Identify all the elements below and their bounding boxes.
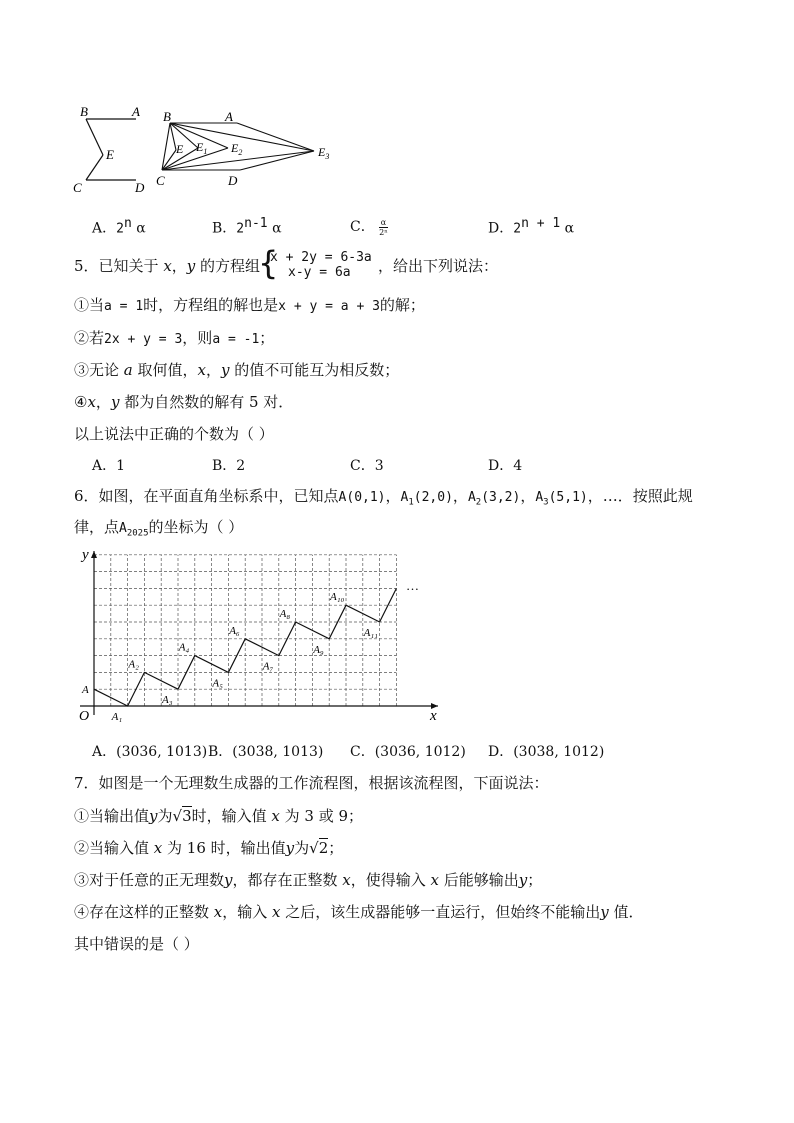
label-E2: $E_2$ [231, 141, 243, 157]
text: ③无论 [74, 361, 124, 379]
label-B-left: B [80, 104, 88, 119]
segment-be [86, 119, 103, 155]
segment-a-e3 [237, 123, 314, 151]
point-labels [81, 591, 378, 723]
var-x: x [271, 807, 280, 825]
var-x: x [87, 393, 96, 411]
axes [80, 551, 438, 715]
option-alpha: α [564, 220, 575, 237]
text: ④ [74, 393, 88, 411]
text: ； [259, 329, 275, 347]
var-x: x [342, 871, 351, 889]
q6-option-b: B．(3038, 1013) [208, 744, 324, 760]
point-subscript: 3 [543, 497, 549, 508]
q5-stem-tail: ，给出下列说法： [378, 257, 499, 275]
q7-stem: 7．如图是一个无理数生成器的工作流程图，根据该流程图，下面说法： [74, 774, 549, 792]
text: 时，输入值 [191, 807, 272, 825]
radicand: 3 [182, 807, 192, 825]
label-A-left: A [132, 104, 140, 119]
point-a0: A(0,1) [338, 490, 386, 505]
q5-stem [74, 255, 260, 276]
var-x: x [213, 903, 223, 921]
point-letter: A [535, 490, 544, 505]
option-label: A． [92, 220, 117, 237]
q5-option-a: A．1 [92, 458, 126, 474]
text: ②若 [74, 329, 105, 347]
q5-question: 以上说法中正确的个数为（ ） [74, 425, 274, 443]
text: ，都存在正整数 [232, 871, 343, 889]
point-a3 [535, 490, 588, 508]
math: a = -1 [212, 332, 260, 347]
text: 之后，该生成器能够一直运行，但始终不能输出 [280, 903, 601, 921]
label-E-left: E [106, 147, 114, 162]
var-y: y [285, 839, 295, 857]
text: 取何值， [132, 361, 198, 379]
var-y: y [600, 903, 609, 921]
y-axis-label: y [82, 547, 89, 563]
text: ②当输入值 [74, 839, 154, 857]
point-letter: A [467, 490, 476, 505]
point-label: A₃ [162, 694, 173, 707]
option-base: 2 [236, 221, 245, 237]
text: 6．如图，在平面直角坐标系中，已知点 [74, 487, 339, 505]
segment-b-e3 [170, 123, 314, 151]
var-y: y [518, 871, 528, 889]
radicand: 2 [318, 839, 329, 857]
q6-option-a: A．(3036, 1013) [92, 744, 208, 760]
q4-option-a [92, 216, 146, 238]
q6-option-c: C．(3036, 1012) [350, 744, 466, 760]
point-coords: (3,2) [481, 490, 521, 505]
q4-option-d [488, 216, 574, 238]
text: ，使得输入 [350, 871, 431, 889]
point-label: A₉ [313, 643, 324, 656]
math: a = 1 [104, 299, 144, 314]
text: 为 16 时，输出值 [162, 839, 286, 857]
label-B-right: B [163, 109, 171, 124]
q5-option-b: B．2 [212, 458, 246, 474]
q7-statement-1 [74, 805, 363, 826]
label-D-right: D [228, 173, 238, 188]
text: 为 [157, 807, 173, 825]
point-label: A₅ [212, 677, 223, 690]
q5-statement-4 [74, 391, 293, 412]
option-label: B． [212, 220, 237, 237]
q5-statement-1 [74, 294, 425, 315]
var-a: a [123, 361, 133, 379]
label-E-right: E [176, 142, 184, 156]
q5-statement-2 [74, 327, 274, 348]
origin-label: O [79, 709, 90, 724]
var-x: x [197, 361, 206, 379]
point-subscript: 1 [408, 497, 414, 508]
text: ，输入 [222, 903, 273, 921]
var-y: y [221, 361, 230, 379]
sqrt-sign: √ [309, 839, 319, 857]
text: ③对于任意的正无理数 [74, 871, 225, 889]
label-C-right: C [156, 173, 165, 188]
var-x: x [163, 257, 172, 275]
var-x: x [153, 839, 163, 857]
q6-option-d: D．(3038, 1012) [488, 744, 605, 760]
segment-c-e2 [162, 148, 228, 170]
text: ， [95, 393, 111, 411]
segment-bc-right [162, 123, 170, 170]
point-label: A₄ [178, 641, 190, 654]
text: 5．已知关于 [74, 257, 164, 275]
text: ， [171, 257, 187, 275]
point-coords: (2,0) [413, 490, 453, 505]
text: 值． [608, 903, 644, 921]
option-label: D． [488, 220, 514, 237]
text: 时，方程组的解也是 [143, 296, 279, 314]
sqrt-sign: √ [172, 807, 183, 825]
var-y: y [224, 871, 233, 889]
text: ④存在这样的正整数 [74, 903, 214, 921]
text: ， [205, 361, 221, 379]
q7-question: 其中错误的是（ ） [74, 935, 199, 953]
q6-stem-line2 [74, 516, 243, 539]
text: 后能够输出 [439, 871, 519, 889]
option-base: 2 [116, 221, 124, 237]
var-y: y [110, 393, 120, 411]
text: 为 [294, 839, 310, 857]
math: 2x + y = 3 [104, 332, 183, 347]
text: 的坐标为（ ） [148, 518, 244, 536]
q7-statement-4 [74, 901, 644, 922]
q7-statement-2 [74, 837, 343, 858]
option-exp: n [123, 216, 132, 231]
math: x + y = a + 3 [278, 299, 380, 314]
text: ①当输出值 [74, 807, 150, 825]
point-label: A₁₀ [330, 591, 345, 604]
point-label: A₂ [128, 658, 139, 671]
point-a2025 [119, 521, 149, 539]
ellipsis: … [406, 578, 419, 593]
text: 为 3 或 9； [279, 807, 364, 825]
text: 的方程组 [195, 257, 261, 275]
q7-statement-3 [74, 869, 542, 890]
label-E3: $E_3$ [318, 145, 330, 161]
label-D-left: D [135, 180, 145, 195]
text: 都为自然数的解有 5 对． [119, 393, 294, 411]
label-C-left: C [73, 180, 82, 195]
option-alpha: α [272, 220, 282, 237]
var-x: x [430, 871, 439, 889]
q6-coordinate-chart [0, 545, 794, 735]
var-y: y [186, 257, 196, 275]
option-label: C． [350, 219, 375, 235]
option-base: 2 [513, 221, 522, 237]
point-a1 [400, 490, 453, 508]
var-x: x [272, 903, 281, 921]
x-axis-label: x [430, 708, 437, 724]
label-E1: $E_1$ [196, 140, 208, 156]
point-label: A₈ [279, 608, 291, 620]
text: ①当 [74, 296, 105, 314]
point-label: A₁₁ [363, 627, 378, 639]
text: ； [328, 839, 344, 857]
option-exp: n-1 [244, 216, 268, 231]
q4-option-c [350, 216, 388, 237]
text: ； [527, 871, 543, 889]
text: 的值不可能互为相反数； [229, 361, 400, 379]
var-y: y [149, 807, 158, 825]
point-label: A₁ [111, 711, 123, 723]
point-label: A₆ [229, 624, 240, 637]
point-label: A₇ [262, 660, 274, 673]
text: 律，点 [74, 518, 120, 536]
equation-2: x-y = 6a [288, 265, 351, 280]
q6-stem-line1: 6．如图，在平面直角坐标系中，已知点A(0,1)，$A_1(2,0)$，$A_2(3,2)$，$A_3(5,1)$，…．按照此规 [74, 487, 693, 508]
fraction-denominator: 2ⁿ [379, 227, 388, 237]
equation-1: x + 2y = 6-3a [270, 250, 372, 265]
point-subscript: 2 [475, 497, 482, 508]
q4-option-b [212, 216, 282, 238]
system-brace: { [258, 244, 279, 282]
label-A-right: A [225, 109, 233, 124]
text: ，…．按照此规 [587, 487, 693, 505]
q5-option-c: C．3 [350, 458, 384, 474]
q5-option-d: D．4 [488, 458, 523, 474]
q5-statement-3 [74, 359, 399, 380]
option-alpha: α [136, 220, 146, 237]
text: 的解； [379, 296, 425, 314]
point-a2 [467, 490, 521, 508]
point-coords: (5,1) [548, 490, 588, 505]
fraction-numerator: α [380, 217, 387, 227]
fraction [379, 218, 388, 237]
point-label: A [82, 684, 89, 697]
text: ，则 [182, 329, 213, 347]
segment-ec [86, 155, 103, 180]
option-exp: n + 1 [521, 216, 561, 231]
point-subscript: 2025 [126, 528, 149, 539]
point-letter: A [119, 521, 127, 536]
point-letter: A [400, 490, 409, 505]
segment-d-e3 [240, 151, 314, 170]
